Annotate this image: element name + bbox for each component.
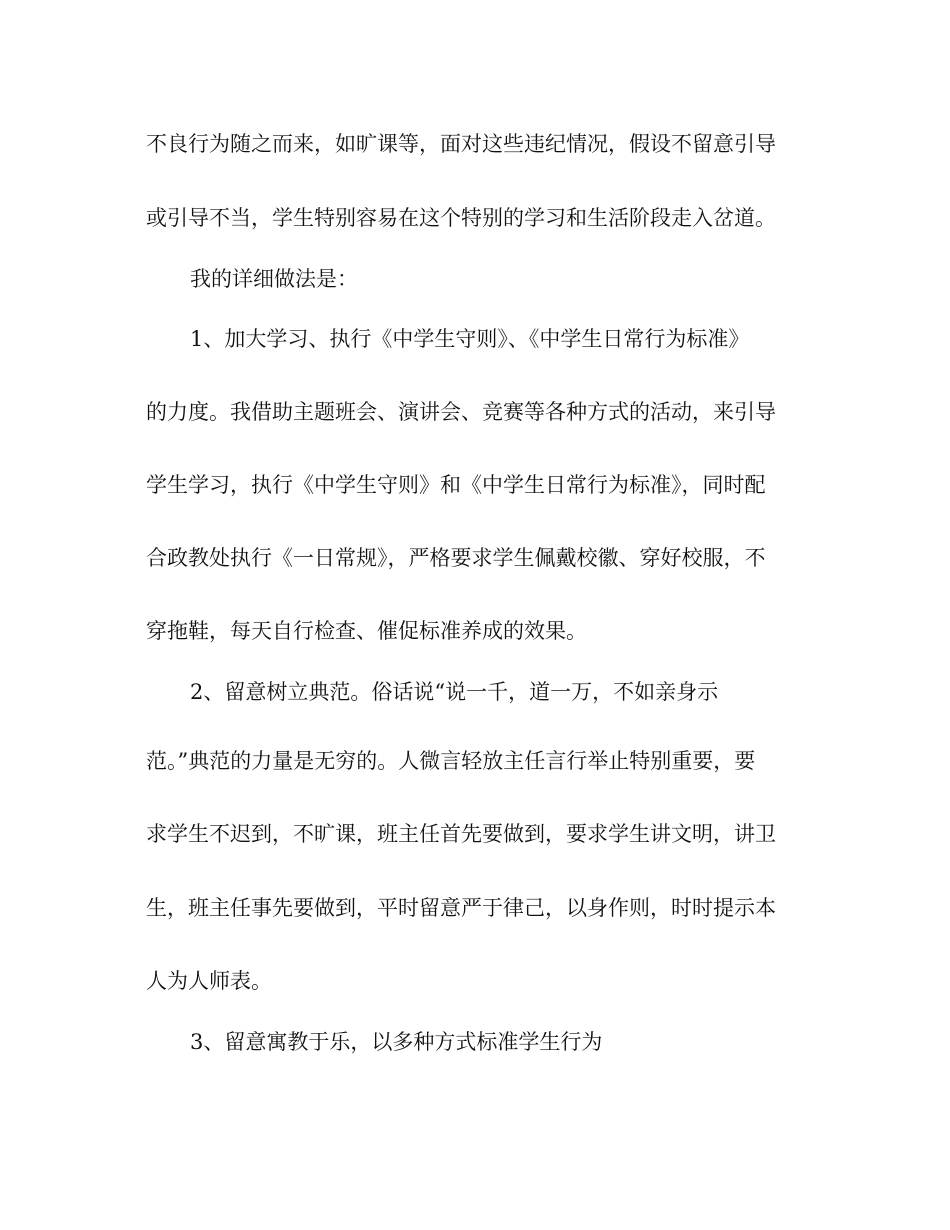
paragraph-line: 我的详细做法是： xyxy=(190,267,358,291)
paragraph-line: 或引导不当，学生特别容易在这个特别的学习和生活阶段走入岔道。 xyxy=(146,206,776,230)
paragraph-line: 穿拖鞋，每天自行检查、催促标准养成的效果。 xyxy=(146,619,587,643)
paragraph-line: 范。”典范的力量是无穷的。人微言轻放主任言行举止特别重要，要 xyxy=(146,749,756,773)
paragraph-line: 学生学习，执行《中学生守则》和《中学生日常行为标准》，同时配 xyxy=(146,473,766,497)
paragraph-line: 的力度。我借助主题班会、演讲会、竞赛等各种方式的活动，来引导 xyxy=(146,400,776,424)
paragraph-line: 1、加大学习、执行《中学生守则》、《中学生日常行为标准》 xyxy=(190,327,750,351)
paragraph-line: 不良行为随之而来，如旷课等，面对这些违纪情况，假设不留意引导 xyxy=(146,132,776,156)
paragraph-line: 人为人师表。 xyxy=(146,969,272,993)
paragraph-line: 生，班主任事先要做到，平时留意严于律己，以身作则，时时提示本 xyxy=(146,896,776,920)
paragraph-line: 合政教处执行《一日常规》，严格要求学生佩戴校徽、穿好校服，不 xyxy=(146,546,766,570)
paragraph-line: 3、留意寓教于乐，以多种方式标准学生行为 xyxy=(190,1030,603,1054)
paragraph-line: 求学生不迟到，不旷课，班主任首先要做到，要求学生讲文明，讲卫 xyxy=(146,822,776,846)
paragraph-line: 2、留意树立典范。俗话说“说一千，道一万，不如亲身示 xyxy=(190,680,719,704)
